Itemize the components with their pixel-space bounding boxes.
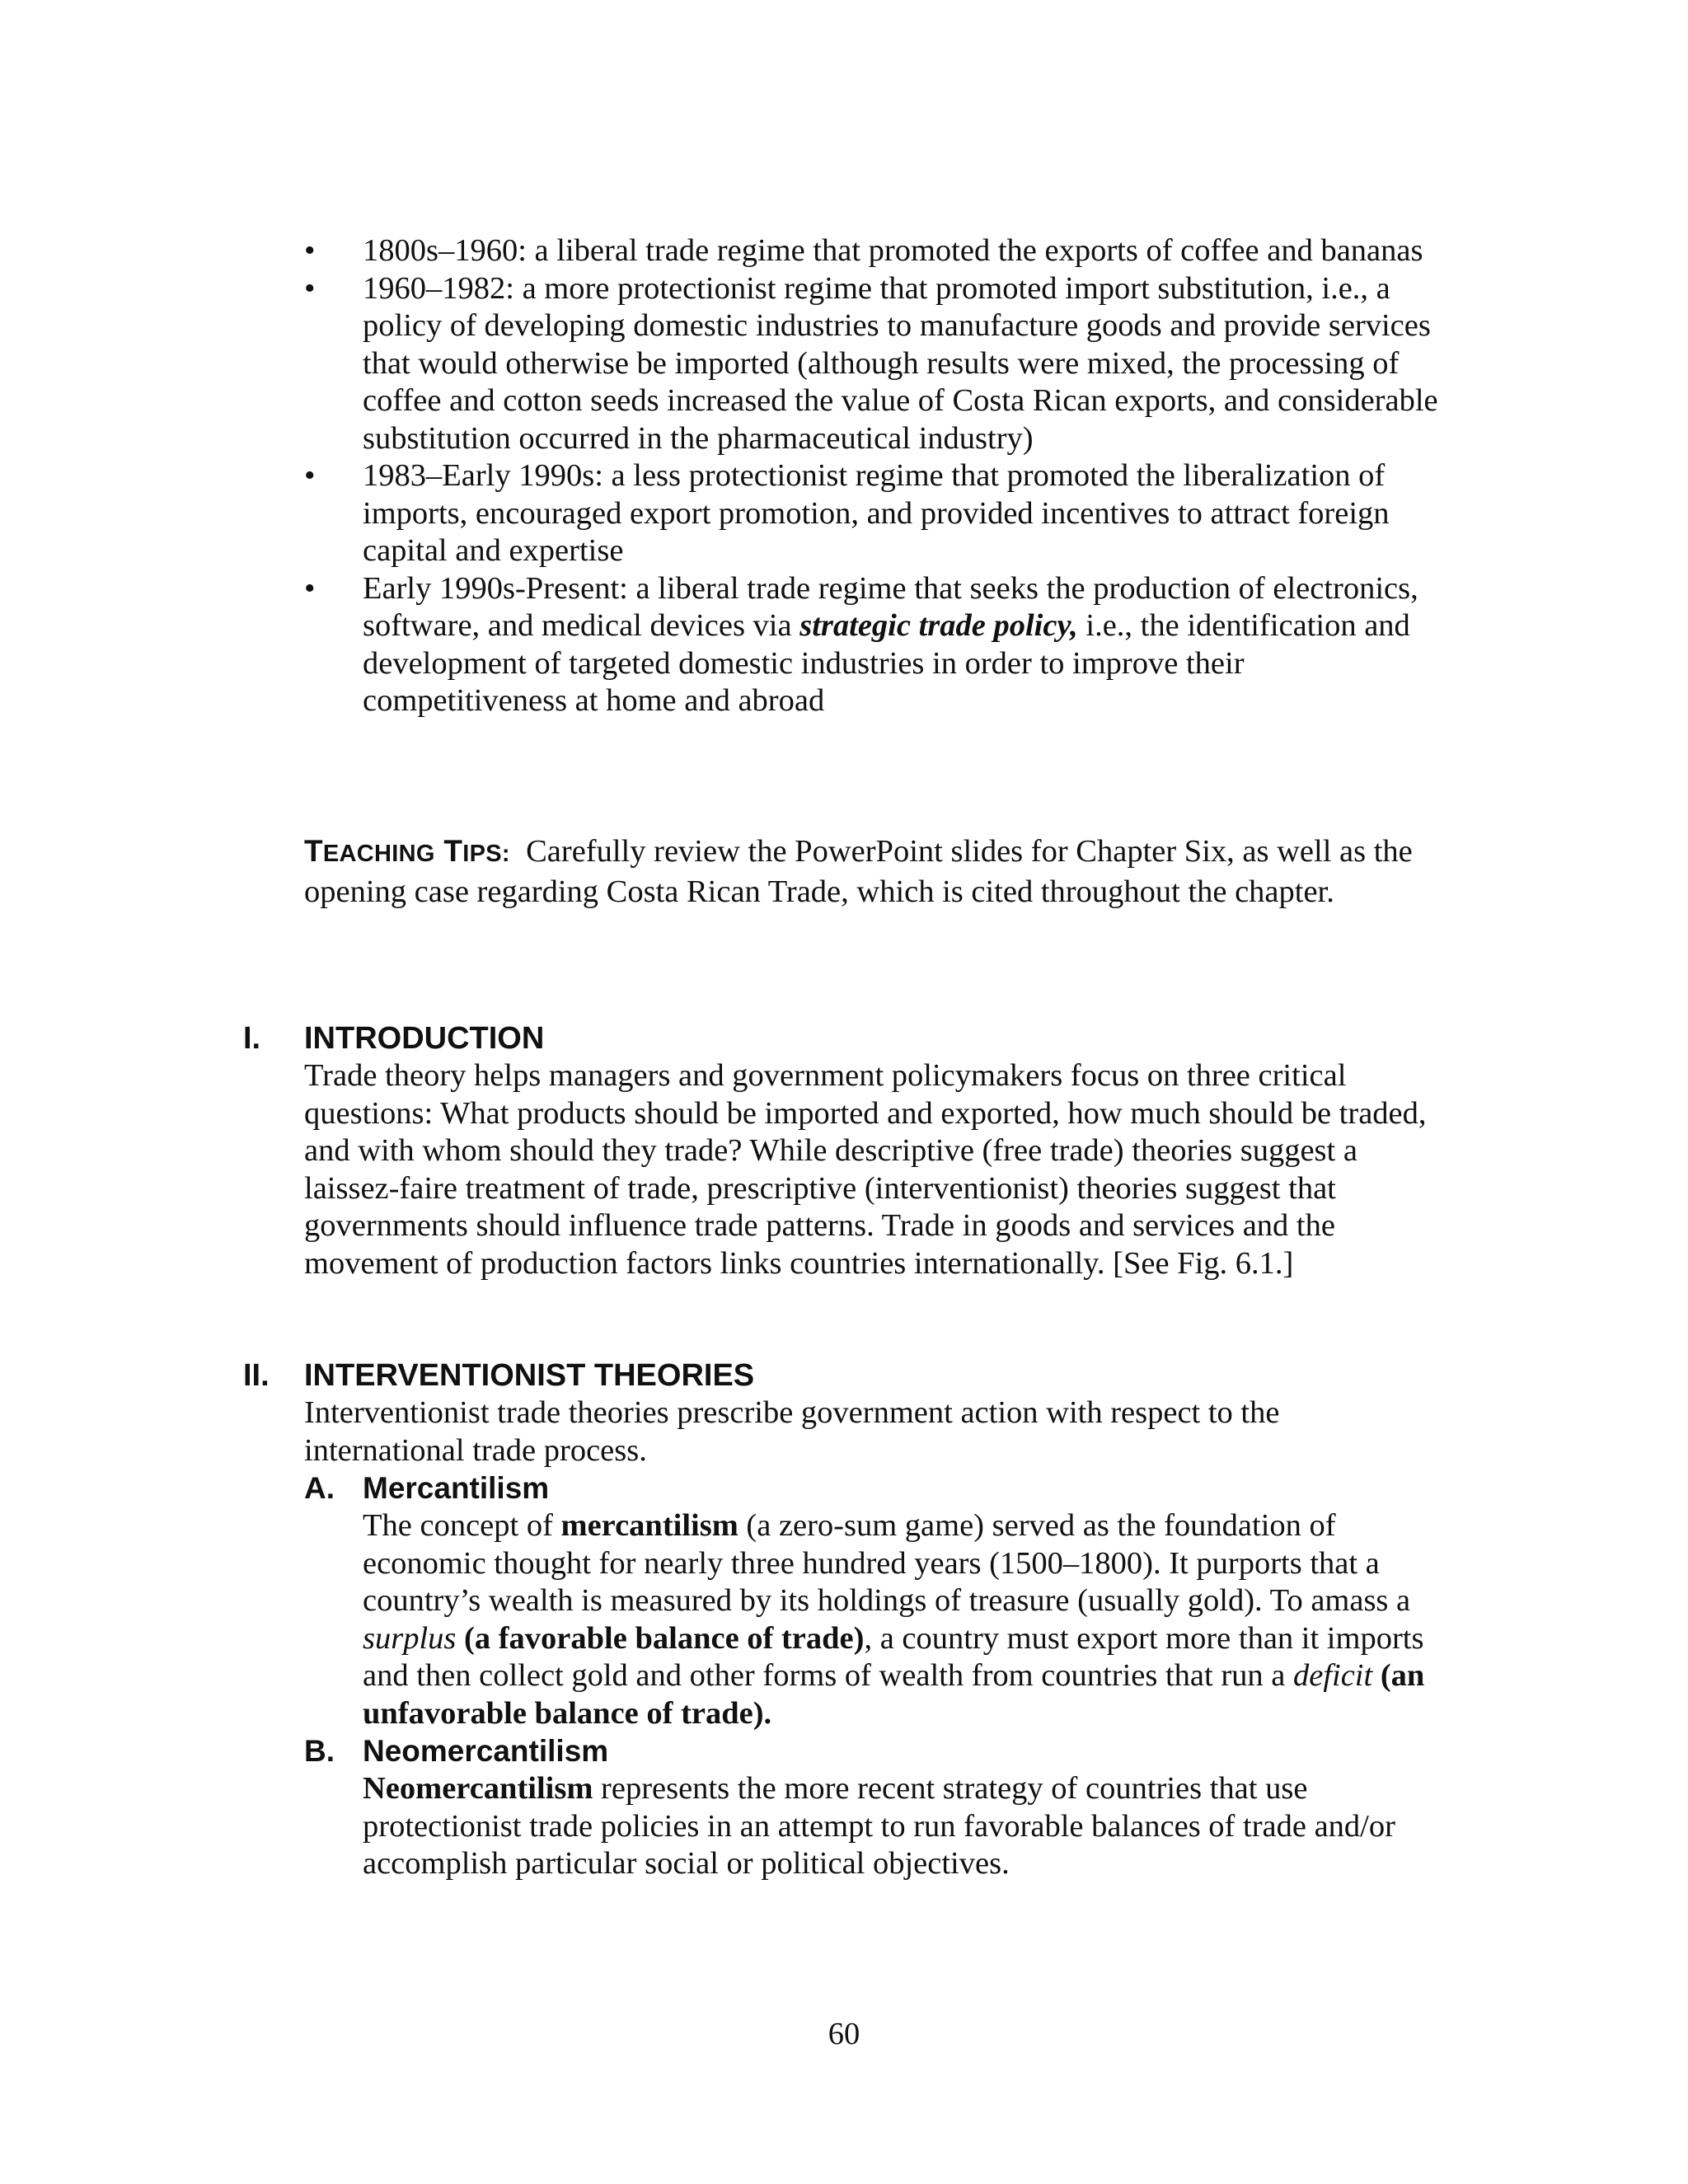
list-item [304,270,1442,458]
list-item-text-part: Early 1990s-Present: a liberal trade regime that seeks the production of electronics, software, and medical devices via [363,570,1418,643]
bullet-icon: • [304,458,316,493]
list-item-text [363,571,1418,719]
list-item-text: 1960–1982: a more protectionist regime that promoted import substitution, i.e., a policy of developing domestic industries to manufacture goods and provide services that would otherwise be imported (although results were mixed, the processing of coffee and cotton seeds increased the value of Costa Rican exports, and considerable substitution occurred in the pharmaceutical industry) [363,270,1438,456]
label-letters: IPS: [462,841,510,867]
subsection-body [363,1770,1447,1883]
label-letters: EACHING [322,841,435,867]
bullet-icon: • [304,570,316,606]
subsection-mercantilism [304,1469,1447,1732]
body-text: (a zero-sum game) served as the foundation of economic thought for nearly three hundred years (1500–1800). It purports that a country’s wealth is measured by its holdings of treasure (usually gold). To amass a [363,1508,1411,1618]
teaching-tips-text: Carefully review the PowerPoint slides for Chapter Six, as well as the opening case regarding Costa Rican Trade, which is cited throughout the chapter. [304,834,1413,909]
body-text: represents the more recent strategy of countries that use protectionist trade policies in an attempt to run favorable balances of trade and/or accomplish particular social or political objectives. [363,1771,1395,1881]
unfavorable-balance-term: (an unfavorable balance of trade). [363,1658,1425,1731]
subsection-number: A. [304,1471,335,1505]
section-body: Interventionist trade theories prescribe government action with respect to the international trade process. [304,1395,1280,1468]
section-body: Trade theory helps managers and government policymakers focus on three critical questions: What products should be imported and exported, how much should be traded, and with whom should they trade? While descriptive (free trade) theories suggest a laissez-faire treatment of trade, prescriptive (interventionist) theories suggest that governments should influence trade patterns. Trade in goods and services and the movement of production factors links countries internationally. [See Fig. 6.1.] [304,1058,1427,1281]
list-item-text: 1800s–1960: a liberal trade regime that promoted the exports of coffee and bananas [363,233,1423,268]
section-introduction [243,1019,1447,1282]
subsection-title: Neomercantilism [363,1734,609,1768]
body-text [456,1621,464,1656]
surplus-term: surplus [363,1620,457,1656]
subsection-title: Mercantilism [363,1471,550,1505]
list-item-text-part: i.e., the identification and development of targeted domestic industries in order to improve their competitiveness at home and abroad [363,608,1410,718]
body-text: The concept of [363,1508,561,1543]
list-item [304,232,1442,270]
subsection-body [363,1507,1447,1732]
neomercantilism-term: Neomercantilism [363,1771,593,1806]
list-item [304,570,1442,720]
body-text [1372,1658,1381,1693]
favorable-balance-term: (a favorable balance of trade) [464,1620,865,1656]
section-interventionist-theories [243,1356,1447,1883]
mercantilism-term: mercantilism [560,1508,738,1543]
deficit-term: deficit [1292,1658,1373,1693]
section-heading [243,1356,1447,1397]
section-number: II. [243,1358,270,1393]
label-letter: T [304,834,323,868]
section-title: INTRODUCTION [304,1021,545,1056]
bullet-icon: • [304,270,316,306]
section-heading [243,1019,1447,1060]
subsection-heading [304,1732,1447,1770]
subsection-neomercantilism [304,1732,1447,1883]
label-letter: T [443,834,463,868]
page-number: 60 [828,2017,860,2051]
body-text: , a country must export more than it imports and then collect gold and other forms of wealth from countries that run a [363,1620,1424,1693]
teaching-tips-label [304,834,510,868]
subsection-number: B. [304,1734,335,1768]
teaching-tips-paragraph [304,832,1442,911]
section-number: I. [243,1021,261,1056]
list-item [304,457,1442,570]
bullet-icon: • [304,233,316,268]
list-item-text: 1983–Early 1990s: a less protectionist regime that promoted the liberalization of imports, encouraged export promotion, and provided incentives to attract foreign capital and expertise [363,458,1390,568]
costa-rica-trade-regimes-list [304,232,1442,720]
strategic-trade-policy-term: strategic trade policy, [799,608,1078,643]
section-title: INTERVENTIONIST THEORIES [304,1358,755,1393]
subsection-heading [304,1469,1447,1507]
